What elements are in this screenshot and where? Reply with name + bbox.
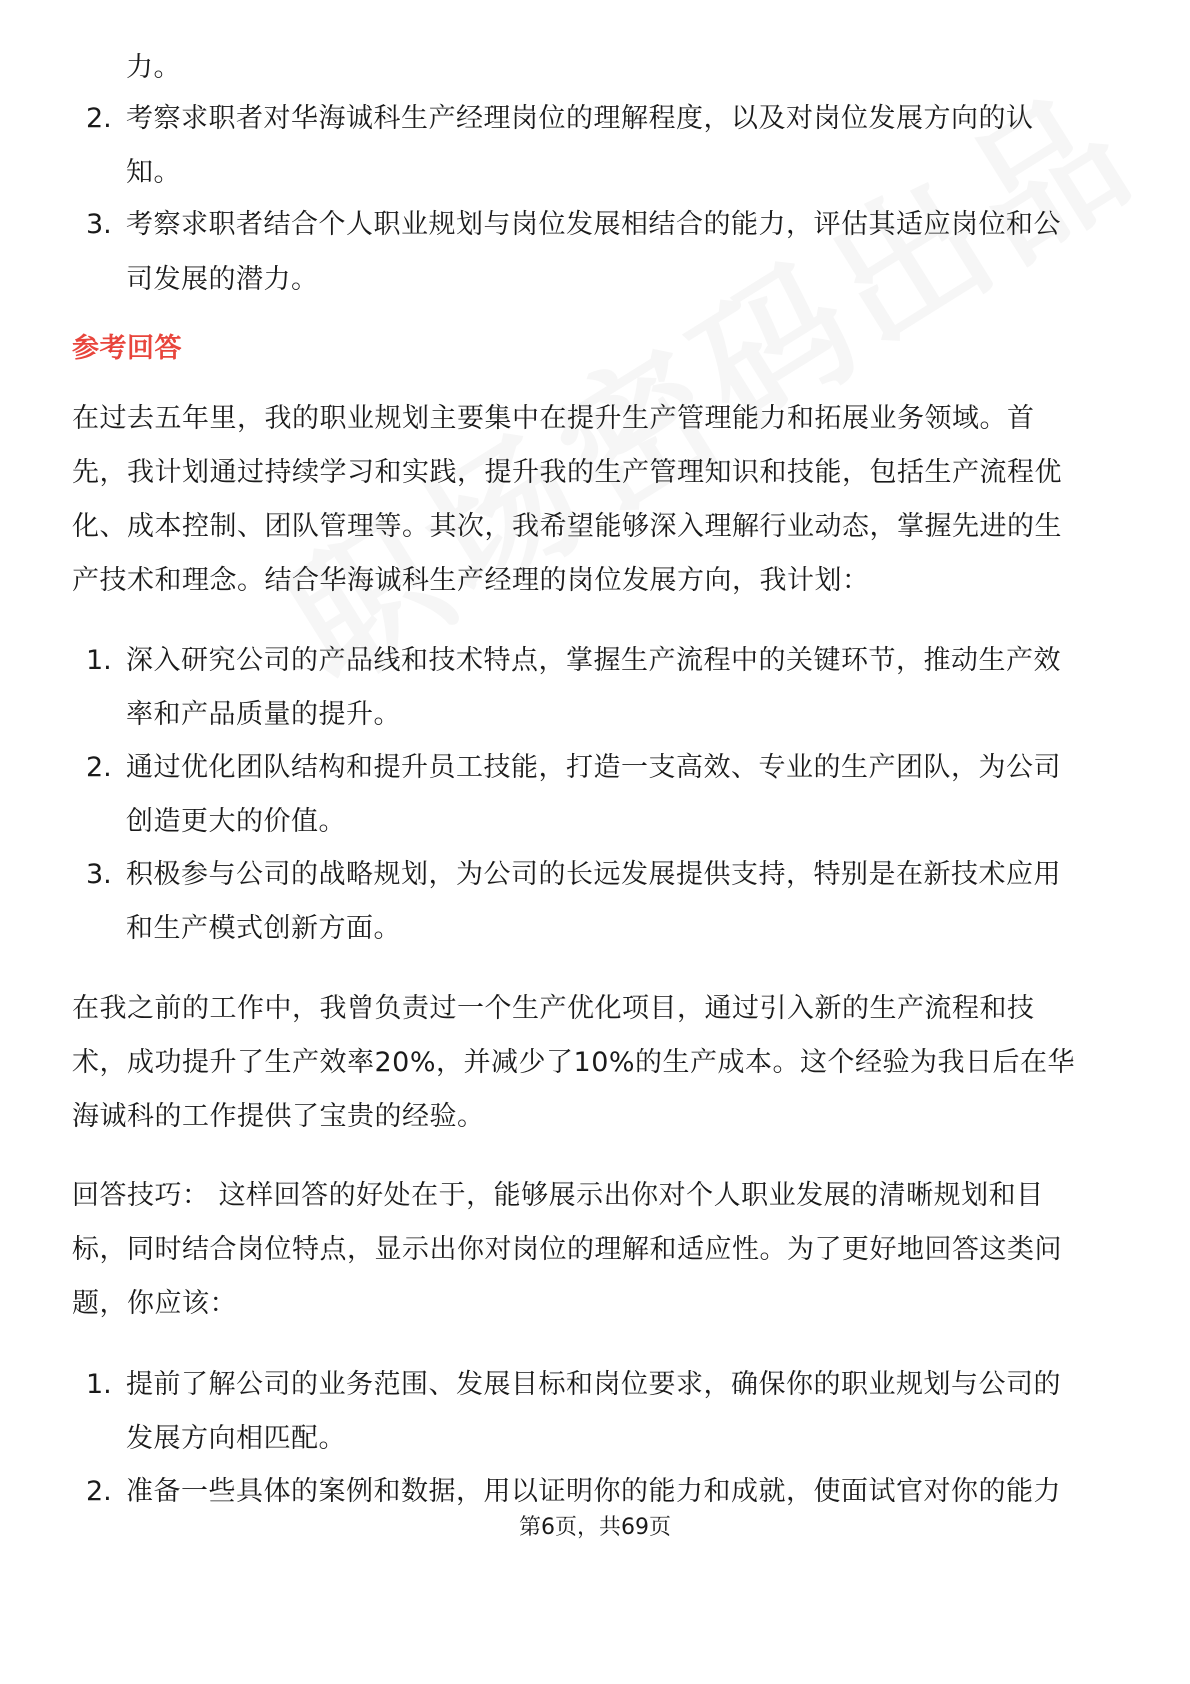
list-item-text: 率和产品质量的提升。 bbox=[126, 699, 401, 730]
list-item-text: 深入研究公司的产品线和技术特点，掌握生产流程中的关键环节，推动生产效 bbox=[126, 645, 1061, 676]
paragraph-line: 在我之前的工作中，我曾负责过一个生产优化项目，通过引入新的生产流程和技 bbox=[72, 993, 1035, 1024]
paragraph-line: 海诚科的工作提供了宝贵的经验。 bbox=[72, 1101, 485, 1132]
list-number: 3. bbox=[86, 859, 112, 890]
section-heading: 参考回答 bbox=[72, 333, 182, 364]
paragraph-line: 标，同时结合岗位特点，显示出你对岗位的理解和适应性。为了更好地回答这类问 bbox=[72, 1234, 1062, 1265]
paragraph-line: 术，成功提升了生产效率20%，并减少了10%的生产成本。这个经验为我日后在华 bbox=[72, 1047, 1076, 1078]
paragraph-line: 在过去五年里，我的职业规划主要集中在提升生产管理能力和拓展业务领域。首 bbox=[72, 403, 1035, 434]
list-item-continuation: 力。 bbox=[126, 52, 181, 83]
list-item-text: 考察求职者结合个人职业规划与岗位发展相结合的能力，评估其适应岗位和公 bbox=[126, 209, 1061, 240]
list-item-text: 创造更大的价值。 bbox=[126, 806, 346, 837]
paragraph-line: 先，我计划通过持续学习和实践，提升我的生产管理知识和技能，包括生产流程优 bbox=[72, 457, 1062, 488]
list-number: 1. bbox=[86, 1369, 112, 1400]
list-number: 2. bbox=[86, 1476, 112, 1507]
list-item-text: 司发展的潜力。 bbox=[126, 264, 319, 295]
paragraph-line: 题，你应该： bbox=[72, 1288, 237, 1319]
paragraph-line: 回答技巧： 这样回答的好处在于，能够展示出你对个人职业发展的清晰规划和目 bbox=[72, 1180, 1044, 1211]
list-number: 2. bbox=[86, 103, 112, 134]
paragraph-line: 产技术和理念。结合华海诚科生产经理的岗位发展方向，我计划： bbox=[72, 565, 870, 596]
list-item-text: 考察求职者对华海诚科生产经理岗位的理解程度，以及对岗位发展方向的认 bbox=[126, 103, 1034, 134]
list-item-text: 知。 bbox=[126, 157, 181, 188]
list-item-text: 发展方向相匹配。 bbox=[126, 1423, 346, 1454]
paragraph-line: 化、成本控制、团队管理等。其次，我希望能够深入理解行业动态，掌握先进的生 bbox=[72, 511, 1062, 542]
list-item-text: 积极参与公司的战略规划，为公司的长远发展提供支持，特别是在新技术应用 bbox=[126, 859, 1061, 890]
list-number: 3. bbox=[86, 209, 112, 240]
list-number: 1. bbox=[86, 645, 112, 676]
list-item-text: 和生产模式创新方面。 bbox=[126, 913, 401, 944]
list-item-text: 提前了解公司的业务范围、发展目标和岗位要求，确保你的职业规划与公司的 bbox=[126, 1369, 1061, 1400]
list-item-text: 通过优化团队结构和提升员工技能，打造一支高效、专业的生产团队，为公司 bbox=[126, 752, 1061, 783]
list-item-text: 准备一些具体的案例和数据，用以证明你的能力和成就，使面试官对你的能力 bbox=[126, 1476, 1061, 1507]
list-number: 2. bbox=[86, 752, 112, 783]
page-footer: 第6页，共69页 bbox=[519, 1515, 671, 1540]
